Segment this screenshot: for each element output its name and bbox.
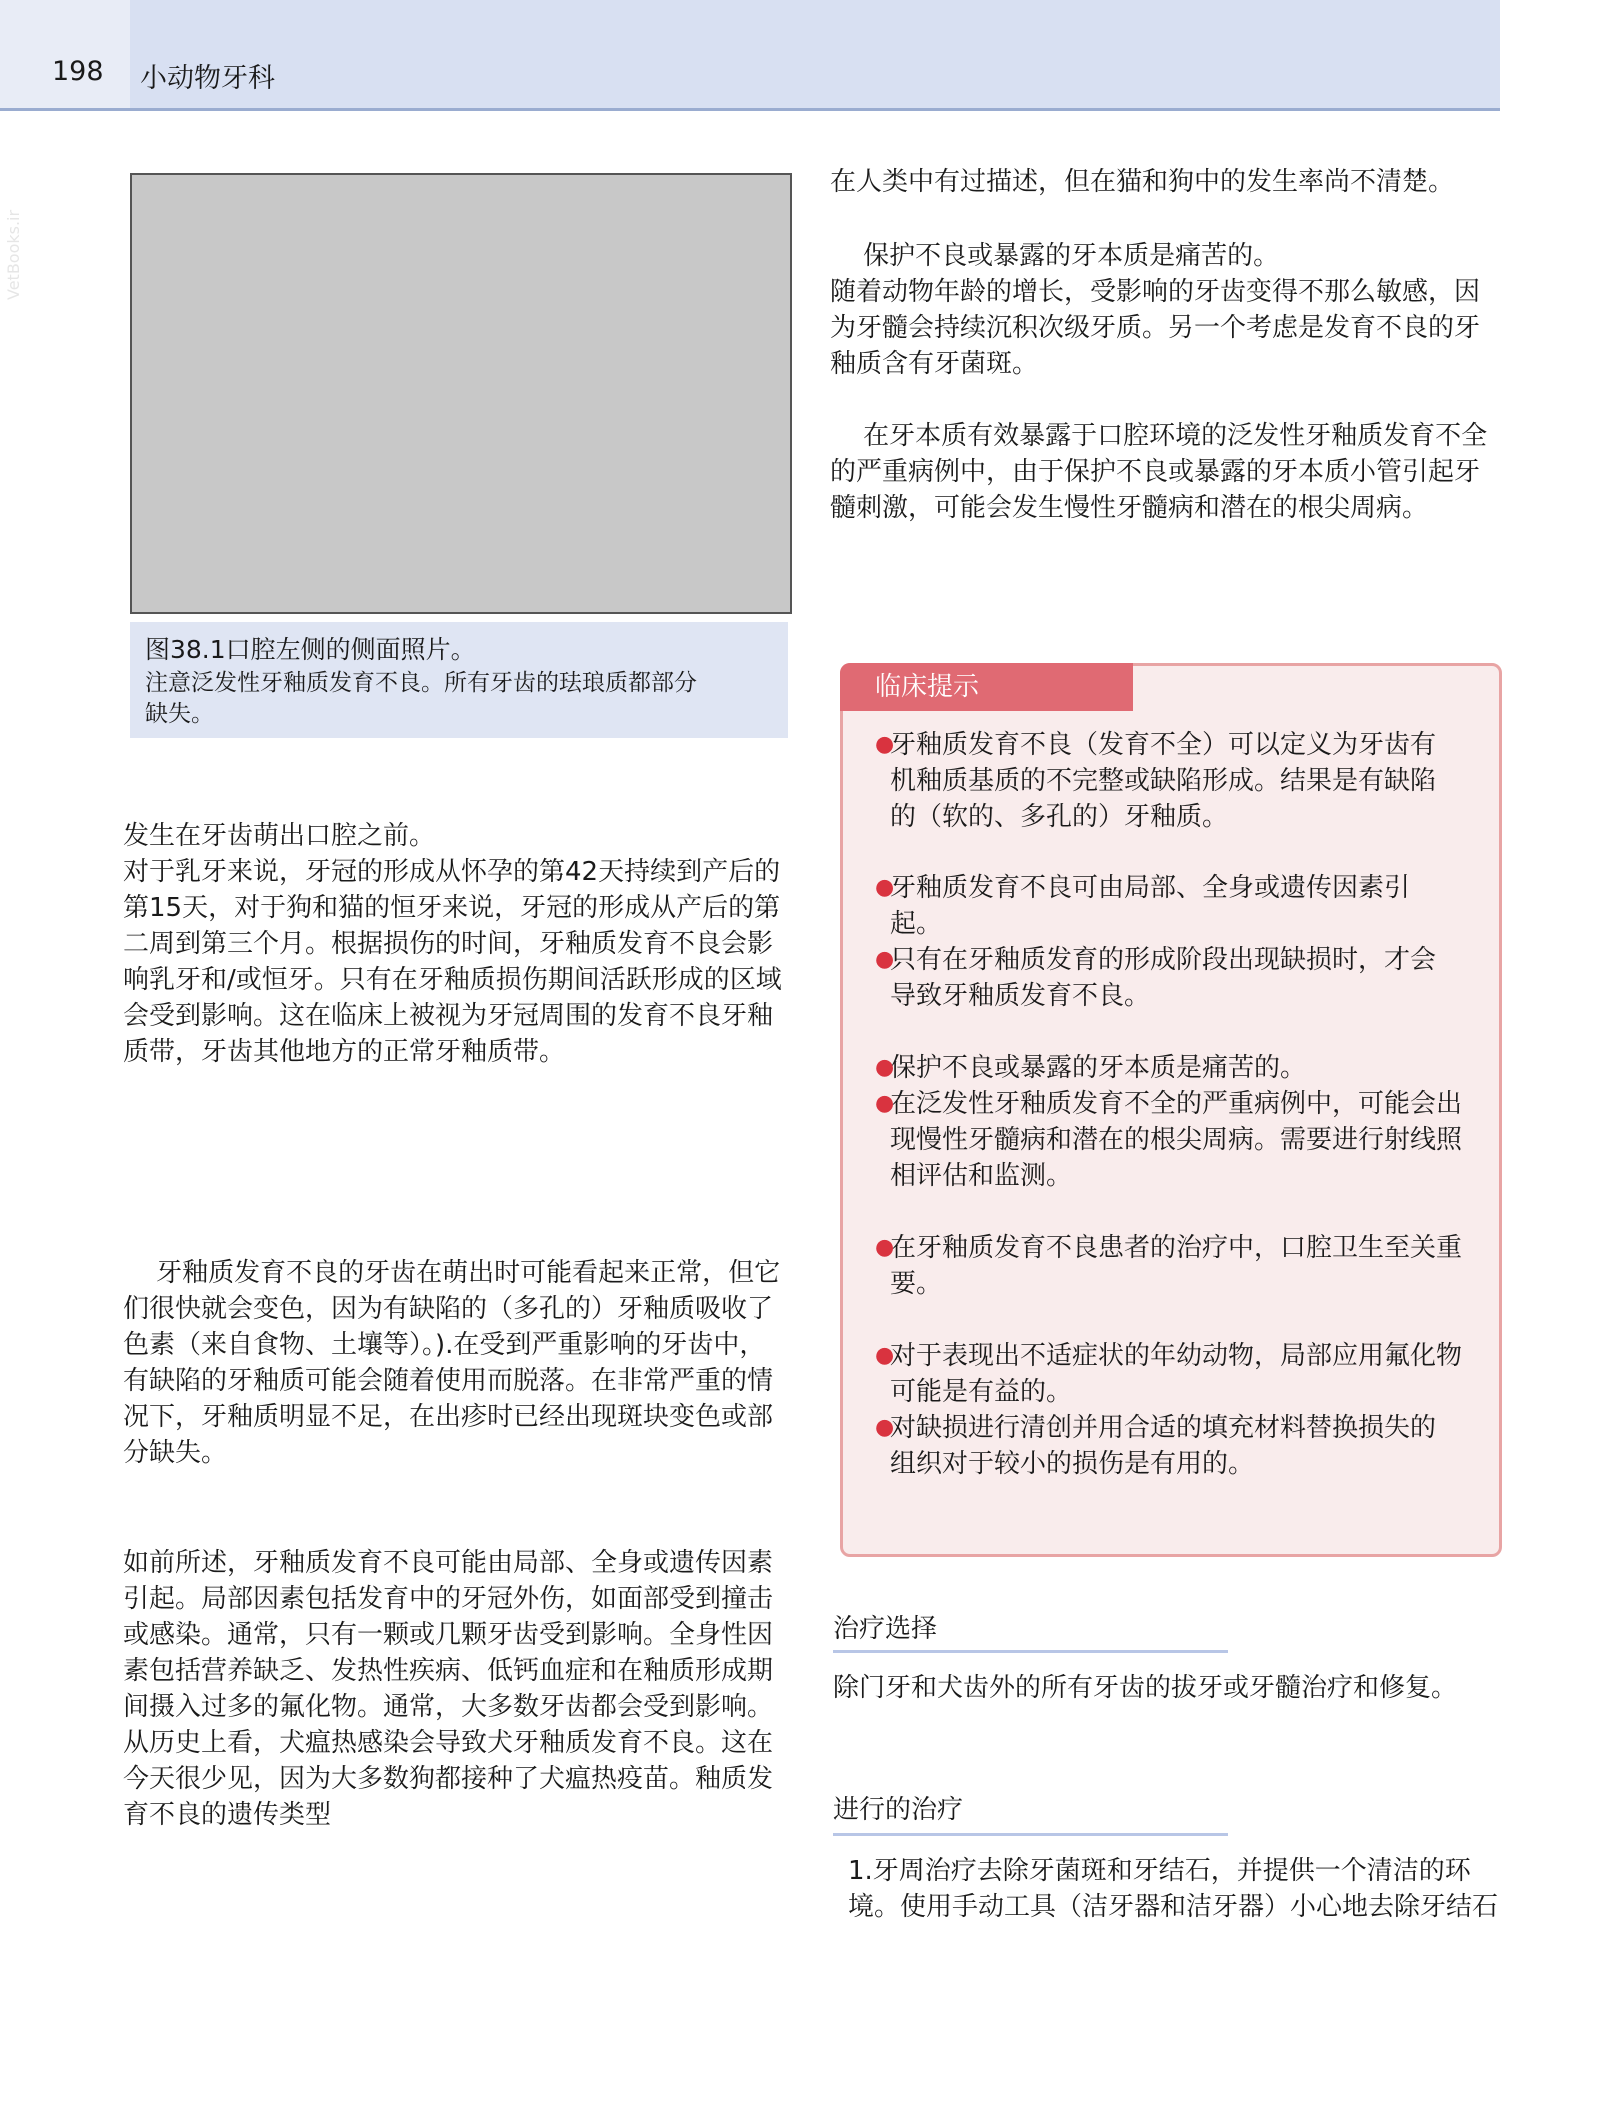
clinical-tip-item: ● 牙釉质发育不良可由局部、全身或遗传因素引起。 [875, 870, 1445, 942]
bullet-icon: ● [875, 1055, 895, 1080]
watermark: VetBooks.ir [4, 209, 23, 300]
left-paragraph-2: 牙釉质发育不良的牙齿在萌出时可能看起来正常，但它们很快就会变色，因为有缺陷的（多孔的）牙釉质吸收了色素（来自食物、土壤等）。).在受到严重影响的牙齿中，有缺陷的牙釉质可能会随着使用而脱落。在非常严重的情况下，牙釉质明显不足，在出疹时已经出现斑块变色或部分缺失。 [123, 1258, 781, 1468]
clinical-tips-title: 临床提示 [840, 663, 1133, 711]
figure-photo [130, 173, 792, 614]
clinical-tips-box [840, 663, 1502, 1557]
bullet-icon: ● [875, 875, 895, 900]
right-paragraph-1: 在人类中有过描述，但在猫和狗中的发生率尚不清楚。 [830, 167, 1455, 197]
caption-text: 注意泛发性牙釉质发育不良。所有牙齿的珐琅质都部分缺失。 [145, 670, 697, 727]
book-title: 小动物牙科 [140, 63, 275, 94]
figure-caption [130, 622, 788, 738]
treatment-done-heading: 进行的治疗 [833, 1795, 964, 1825]
bullet-icon: ● [875, 1091, 895, 1116]
treatment-options-heading: 治疗选择 [833, 1614, 938, 1644]
left-paragraph-3: 如前所述，牙釉质发育不良可能由局部、全身或遗传因素引起。局部因素包括发育中的牙冠外伤，如面部受到撞击或感染。通常，只有一颗或几颗牙齿受到影响。全身性因素包括营养缺乏、发热性疾病、低钙血症和在釉质形成期间摄入过多的氟化物。通常，大多数牙齿都会受到影响。从历史上看，犬瘟热感染会导致犬牙釉质发育不良。这在今天很少见，因为大多数狗都接种了犬瘟热疫苗。釉质发育不良的遗传类型 [123, 1548, 774, 1830]
bullet-icon: ● [875, 732, 895, 757]
bullet-icon: ● [875, 947, 895, 972]
bullet-icon: ● [875, 1235, 895, 1260]
treatment-options-text: 除门牙和犬齿外的所有牙齿的拔牙或牙髓治疗和修复。 [833, 1673, 1458, 1703]
bullet-icon: ● [875, 1343, 895, 1368]
clinical-tip-item: ● 牙釉质发育不良（发育不全）可以定义为牙齿有机釉质基质的不完整或缺陷形成。结果是有缺陷的（软的、多孔的）牙釉质。 [875, 727, 1445, 835]
right-paragraph-2: 保护不良或暴露的牙本质是痛苦的。 随着动物年龄的增长，受影响的牙齿变得不那么敏感，因为牙髓会持续沉积次级牙质。另一个考虑是发育不良的牙釉质含有牙菌斑。 [830, 241, 1481, 379]
right-paragraph-3: 在牙本质有效暴露于口腔环境的泛发性牙釉质发育不全的严重病例中，由于保护不良或暴露的牙本质小管引起牙髓刺激，可能会发生慢性牙髓病和潜在的根尖周病。 [830, 421, 1488, 523]
bullet-icon: ● [875, 1415, 895, 1440]
clinical-tip-item: ● 对于表现出不适症状的年幼动物，局部应用氟化物可能是有益的。 [875, 1338, 1465, 1410]
clinical-tip-item: ● 保护不良或暴露的牙本质是痛苦的。 [875, 1050, 1465, 1086]
page-number: 198 [52, 56, 104, 87]
caption-title: 图38.1口腔左侧的侧面照片。 [145, 635, 476, 664]
clinical-tip-item: ● 在牙釉质发育不良患者的治疗中，口腔卫生至关重要。 [875, 1230, 1465, 1302]
page-number-box [0, 0, 130, 108]
left-paragraph-1: 发生在牙齿萌出口腔之前。 对于乳牙来说，牙冠的形成从怀孕的第42天持续到产后的第15天，对于狗和猫的恒牙来说，牙冠的形成从产后的第二周到第三个月。根据损伤的时间，牙釉质发育不良会影响乳牙和/或恒牙。只有在牙釉质损伤期间活跃形成的区域会受到影响。这在临床上被视为牙冠周围的发育不良牙釉质带，牙齿其他地方的正常牙釉质带。 [123, 821, 782, 1067]
clinical-tip-item: ● 只有在牙釉质发育的形成阶段出现缺损时，才会导致牙釉质发育不良。 [875, 942, 1445, 1014]
page-header [0, 0, 1500, 111]
clinical-tip-item: ● 在泛发性牙釉质发育不全的严重病例中，可能会出现慢性牙髓病和潜在的根尖周病。需要进行射线照相评估和监测。 [875, 1086, 1465, 1194]
clinical-tip-item: ● 对缺损进行清创并用合适的填充材料替换损失的组织对于较小的损伤是有用的。 [875, 1410, 1445, 1482]
section-divider [833, 1650, 1228, 1653]
treatment-done-text: 1.牙周治疗去除牙菌斑和牙结石，并提供一个清洁的环境。使用手动工具（洁牙器和洁牙器）小心地去除牙结石 [848, 1856, 1499, 1922]
section-divider [833, 1833, 1228, 1836]
